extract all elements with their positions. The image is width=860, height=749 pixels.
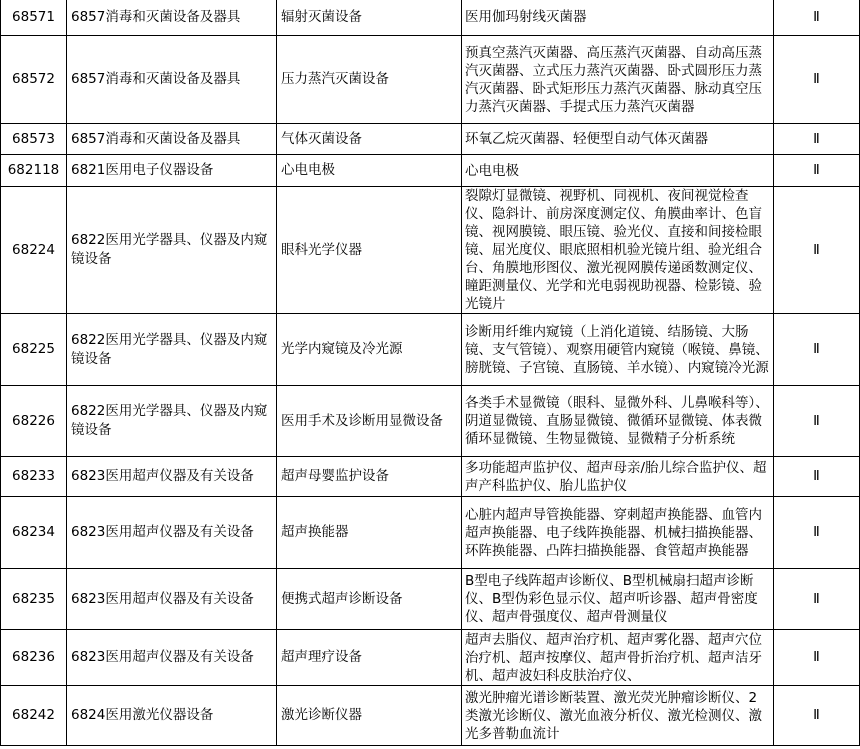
examples-cell: 心电电极 xyxy=(462,155,774,187)
code-cell: 68224 xyxy=(1,187,67,314)
code-cell: 68225 xyxy=(1,314,67,386)
examples-cell: 心脏内超声导管换能器、穿刺超声换能器、血管内超声换能器、电子线阵换能器、机械扫描换能器、环阵换能器、凸阵扫描换能器、食管超声换能器 xyxy=(462,497,774,569)
code-cell: 68571 xyxy=(1,0,67,36)
category-cell: 6822医用光学器具、仪器及内窥镜设备 xyxy=(67,386,277,457)
code-cell: 68235 xyxy=(1,569,67,630)
category-cell: 6821医用电子仪器设备 xyxy=(67,155,277,187)
class-cell: Ⅱ xyxy=(774,314,860,386)
table-row xyxy=(1,569,860,630)
class-cell: Ⅱ xyxy=(774,0,860,36)
code-cell: 682118 xyxy=(1,155,67,187)
table-row xyxy=(1,386,860,457)
product-cell: 医用手术及诊断用显微设备 xyxy=(277,386,462,457)
examples-cell: 医用伽玛射线灭菌器 xyxy=(462,0,774,36)
product-cell: 便携式超声诊断设备 xyxy=(277,569,462,630)
table-row xyxy=(1,686,860,746)
product-cell: 压力蒸汽灭菌设备 xyxy=(277,36,462,124)
code-cell: 68226 xyxy=(1,386,67,457)
code-cell: 68242 xyxy=(1,686,67,746)
category-cell: 6857消毒和灭菌设备及器具 xyxy=(67,0,277,36)
code-cell: 68233 xyxy=(1,457,67,497)
product-cell: 超声母婴监护设备 xyxy=(277,457,462,497)
class-cell: Ⅱ xyxy=(774,686,860,746)
class-cell: Ⅱ xyxy=(774,36,860,124)
code-cell: 68234 xyxy=(1,497,67,569)
examples-cell: 诊断用纤维内窥镜（上消化道镜、结肠镜、大肠镜、支气管镜）、观察用硬管内窥镜（喉镜、鼻镜、膀胱镜、子宫镜、直肠镜、羊水镜）、内窥镜冷光源 xyxy=(462,314,774,386)
category-cell: 6823医用超声仪器及有关设备 xyxy=(67,457,277,497)
category-cell: 6857消毒和灭菌设备及器具 xyxy=(67,36,277,124)
examples-cell: 激光肿瘤光谱诊断装置、激光荧光肿瘤诊断仪、2类激光诊断仪、激光血液分析仪、激光检测仪、激光多普勒血流计 xyxy=(462,686,774,746)
product-cell: 超声理疗设备 xyxy=(277,630,462,686)
table-row xyxy=(1,314,860,386)
product-cell: 激光诊断仪器 xyxy=(277,686,462,746)
table-row xyxy=(1,124,860,155)
table-row xyxy=(1,457,860,497)
code-cell: 68572 xyxy=(1,36,67,124)
category-cell: 6823医用超声仪器及有关设备 xyxy=(67,497,277,569)
examples-cell: 环氧乙烷灭菌器、轻便型自动气体灭菌器 xyxy=(462,124,774,155)
product-cell: 辐射灭菌设备 xyxy=(277,0,462,36)
category-cell: 6823医用超声仪器及有关设备 xyxy=(67,630,277,686)
class-cell: Ⅱ xyxy=(774,569,860,630)
product-cell: 超声换能器 xyxy=(277,497,462,569)
class-cell: Ⅱ xyxy=(774,497,860,569)
product-cell: 眼科光学仪器 xyxy=(277,187,462,314)
class-cell: Ⅱ xyxy=(774,386,860,457)
table-row xyxy=(1,497,860,569)
examples-cell: 超声去脂仪、超声治疗机、超声雾化器、超声穴位治疗机、超声按摩仪、超声骨折治疗机、超声洁牙机、超声波妇科皮肤治疗仪、 xyxy=(462,630,774,686)
class-cell: Ⅱ xyxy=(774,187,860,314)
product-cell: 心电电极 xyxy=(277,155,462,187)
class-cell: Ⅱ xyxy=(774,457,860,497)
class-cell: Ⅱ xyxy=(774,155,860,187)
category-cell: 6822医用光学器具、仪器及内窥镜设备 xyxy=(67,314,277,386)
table-row xyxy=(1,36,860,124)
class-cell: Ⅱ xyxy=(774,630,860,686)
table-row xyxy=(1,155,860,187)
category-cell: 6822医用光学器具、仪器及内窥镜设备 xyxy=(67,187,277,314)
code-cell: 68573 xyxy=(1,124,67,155)
code-cell: 68236 xyxy=(1,630,67,686)
product-cell: 气体灭菌设备 xyxy=(277,124,462,155)
class-cell: Ⅱ xyxy=(774,124,860,155)
table-row xyxy=(1,187,860,314)
examples-cell: 预真空蒸汽灭菌器、高压蒸汽灭菌器、自动高压蒸汽灭菌器、立式压力蒸汽灭菌器、卧式圆形压力蒸汽灭菌器、卧式矩形压力蒸汽灭菌器、脉动真空压力蒸汽灭菌器、手提式压力蒸汽灭菌器 xyxy=(462,36,774,124)
table-row xyxy=(1,0,860,36)
examples-cell: 裂隙灯显微镜、视野机、同视机、夜间视觉检查仪、隐斜计、前房深度测定仪、角膜曲率计、色盲镜、视网膜镜、眼压镜、验光仪、直接和间接检眼镜、屈光度仪、眼底照相机验光镜片组、验光组合台、角膜地形图仪、激光视网膜传递函数测定仪、瞳距测量仪、光学和光电弱视助视器、检影镜、验光镜片 xyxy=(462,187,774,314)
table-row xyxy=(1,630,860,686)
category-cell: 6823医用超声仪器及有关设备 xyxy=(67,569,277,630)
product-cell: 光学内窥镜及冷光源 xyxy=(277,314,462,386)
examples-cell: 多功能超声监护仪、超声母亲/胎儿综合监护仪、超声产科监护仪、胎儿监护仪 xyxy=(462,457,774,497)
category-cell: 6824医用激光仪器设备 xyxy=(67,686,277,746)
table-body xyxy=(1,0,860,746)
examples-cell: B型电子线阵超声诊断仪、B型机械扇扫超声诊断仪、B型伪彩色显示仪、超声听诊器、超声骨密度仪、超声骨强度仪、超声骨测量仪 xyxy=(462,569,774,630)
category-cell: 6857消毒和灭菌设备及器具 xyxy=(67,124,277,155)
examples-cell: 各类手术显微镜（眼科、显微外科、儿鼻喉科等）、阴道显微镜、直肠显微镜、微循环显微镜、体表微循环显微镜、生物显微镜、显微精子分析系统 xyxy=(462,386,774,457)
